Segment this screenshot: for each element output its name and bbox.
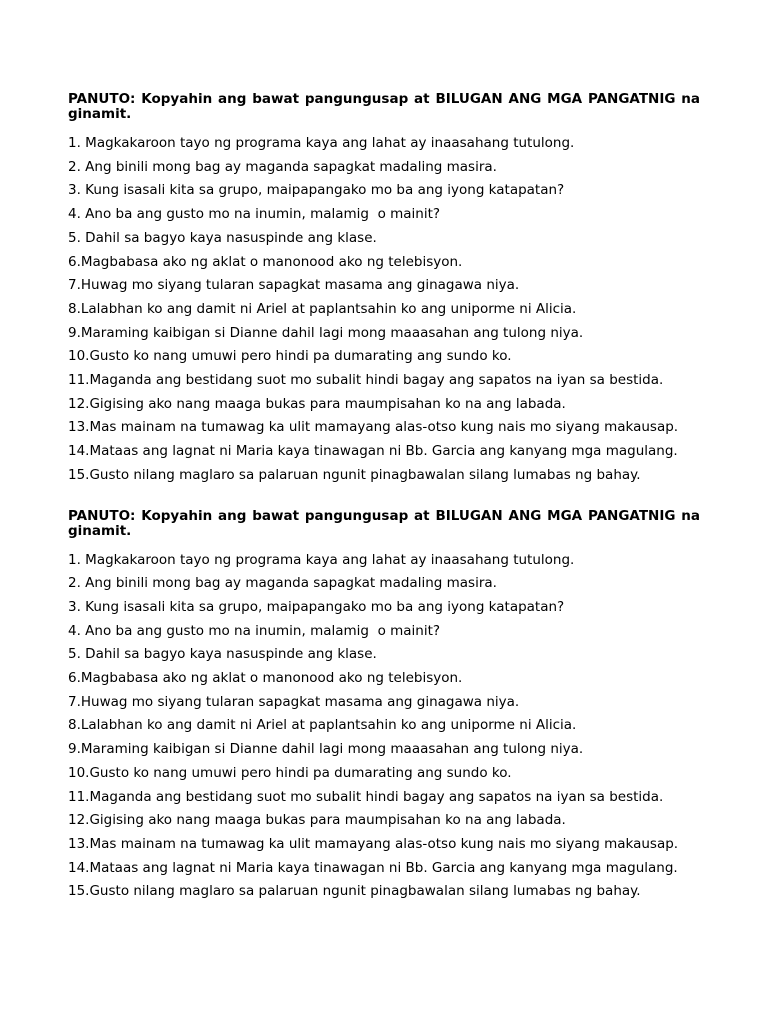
sentence-item: 7.Huwag mo siyang tularan sapagkat masama ang ginagawa niya. — [68, 277, 520, 294]
sentence-item: 6.Magbabasa ako ng aklat o manonood ako ng telebisyon. — [68, 670, 463, 687]
sentence-item: 3. Kung isasali kita sa grupo, maipapangako mo ba ang iyong katapatan? — [68, 598, 565, 615]
sentence-item: 13.Mas mainam na tumawag ka ulit mamayang alas-otso kung nais mo siyang makausap. — [68, 419, 679, 436]
sentence-list — [68, 549, 700, 905]
sentence-item: 8.Lalabhan ko ang damit ni Ariel at paplantsahin ko ang uniporme ni Alicia. — [68, 717, 577, 734]
sentence-item: 5. Dahil sa bagyo kaya nasuspinde ang klase. — [68, 229, 377, 246]
sentence-item: 15.Gusto nilang maglaro sa palaruan ngunit pinagbawalan silang lumabas ng bahay. — [68, 466, 641, 483]
sentence-item: 4. Ano ba ang gusto mo na inumin, malamig o mainit? — [68, 622, 441, 639]
sentence-item: 14.Mataas ang lagnat ni Maria kaya tinawagan ni Bb. Garcia ang kanyang mga magulang. — [68, 859, 678, 876]
sentence-item: 15.Gusto nilang maglaro sa palaruan ngunit pinagbawalan silang lumabas ng bahay. — [68, 883, 641, 900]
instruction-heading: PANUTO: Kopyahin ang bawat pangungusap at BILUGAN ANG MGA PANGATNIG na ginamit. — [68, 91, 700, 122]
sentence-item: 12.Gigising ako nang maaga bukas para maumpisahan ko na ang labada. — [68, 812, 566, 829]
sentence-item: 11.Maganda ang bestidang suot mo subalit hindi bagay ang sapatos na iyan sa bestida. — [68, 372, 664, 389]
sentence-item: 9.Maraming kaibigan si Dianne dahil lagi mong maaasahan ang tulong niya. — [68, 741, 584, 758]
instruction-heading: PANUTO: Kopyahin ang bawat pangungusap at BILUGAN ANG MGA PANGATNIG na ginamit. — [68, 507, 700, 539]
sentence-item: 2. Ang binili mong bag ay maganda sapagkat madaling masira. — [68, 158, 497, 175]
sentence-item: 7.Huwag mo siyang tularan sapagkat masama ang ginagawa niya. — [68, 693, 520, 710]
sentence-item: 12.Gigising ako nang maaga bukas para maumpisahan ko na ang labada. — [68, 395, 566, 412]
sentence-item: 13.Mas mainam na tumawag ka ulit mamayang alas-otso kung nais mo siyang makausap. — [68, 835, 679, 852]
worksheet-page — [68, 92, 700, 904]
sentence-item: 4. Ano ba ang gusto mo na inumin, malamig o mainit? — [68, 206, 441, 223]
sentence-item: 2. Ang binili mong bag ay maganda sapagkat madaling masira. — [68, 575, 497, 592]
sentence-item: 3. Kung isasali kita sa grupo, maipapangako mo ba ang iyong katapatan? — [68, 182, 565, 199]
worksheet-section-1 — [68, 92, 700, 488]
sentence-item: 11.Maganda ang bestidang suot mo subalit hindi bagay ang sapatos na iyan sa bestida. — [68, 788, 664, 805]
sentence-list — [68, 132, 700, 488]
sentence-item: 1. Magkakaroon tayo ng programa kaya ang lahat ay inaasahang tutulong. — [68, 551, 575, 568]
sentence-item: 6.Magbabasa ako ng aklat o manonood ako ng telebisyon. — [68, 253, 463, 270]
sentence-item: 8.Lalabhan ko ang damit ni Ariel at paplantsahin ko ang uniporme ni Alicia. — [68, 300, 577, 317]
sentence-item: 14.Mataas ang lagnat ni Maria kaya tinawagan ni Bb. Garcia ang kanyang mga magulang. — [68, 443, 678, 460]
sentence-item: 9.Maraming kaibigan si Dianne dahil lagi mong maaasahan ang tulong niya. — [68, 324, 584, 341]
sentence-item: 10.Gusto ko nang umuwi pero hindi pa dumarating ang sundo ko. — [68, 764, 512, 781]
sentence-item: 1. Magkakaroon tayo ng programa kaya ang lahat ay inaasahang tutulong. — [68, 135, 575, 151]
sentence-item: 10.Gusto ko nang umuwi pero hindi pa dumarating ang sundo ko. — [68, 348, 512, 365]
sentence-item: 5. Dahil sa bagyo kaya nasuspinde ang klase. — [68, 646, 377, 663]
worksheet-section-2 — [68, 509, 700, 905]
